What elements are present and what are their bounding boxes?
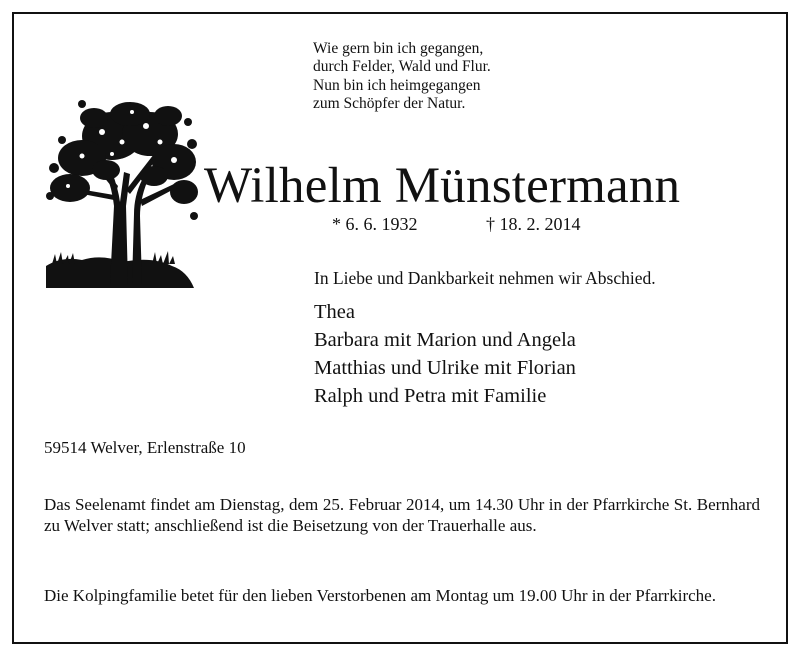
poem-line: zum Schöpfer der Natur. [313,95,466,113]
mourners-list [314,298,576,410]
service-paragraph: Das Seelenamt findet am Dienstag, dem 25. Februar 2014, um 14.30 Uhr in der Pfarrkirche St. Bernhard zu Welver statt; anschließend ist die Beisetzung von der Trauerhalle aus. [44,495,760,535]
birth-date: * 6. 6. 1932 [332,214,418,234]
farewell-line: In Liebe und Dankbarkeit nehmen wir Abschied. [314,268,656,288]
poem-line: Nun bin ich heimgegangen [313,76,481,94]
poem-line: durch Felder, Wald und Flur. [313,58,491,76]
prayer-paragraph: Die Kolpingfamilie betet für den lieben Verstorbenen am Montag um 19.00 Uhr in der Pfarrkirche. [44,586,716,605]
obituary-notice [12,12,788,644]
mourner-name: Matthias und Ulrike mit Florian [314,357,576,379]
mourner-name: Barbara mit Marion und Angela [314,329,576,351]
mourner-name: Ralph und Petra mit Familie [314,385,547,407]
poem [313,40,491,114]
tree-icon [42,96,200,294]
death-date: † 18. 2. 2014 [486,214,581,234]
family-address: 59514 Welver, Erlenstraße 10 [44,438,246,457]
deceased-name: Wilhelm Münstermann [204,158,681,214]
mourner-name: Thea [314,301,355,323]
poem-line: Wie gern bin ich gegangen, [313,40,484,57]
